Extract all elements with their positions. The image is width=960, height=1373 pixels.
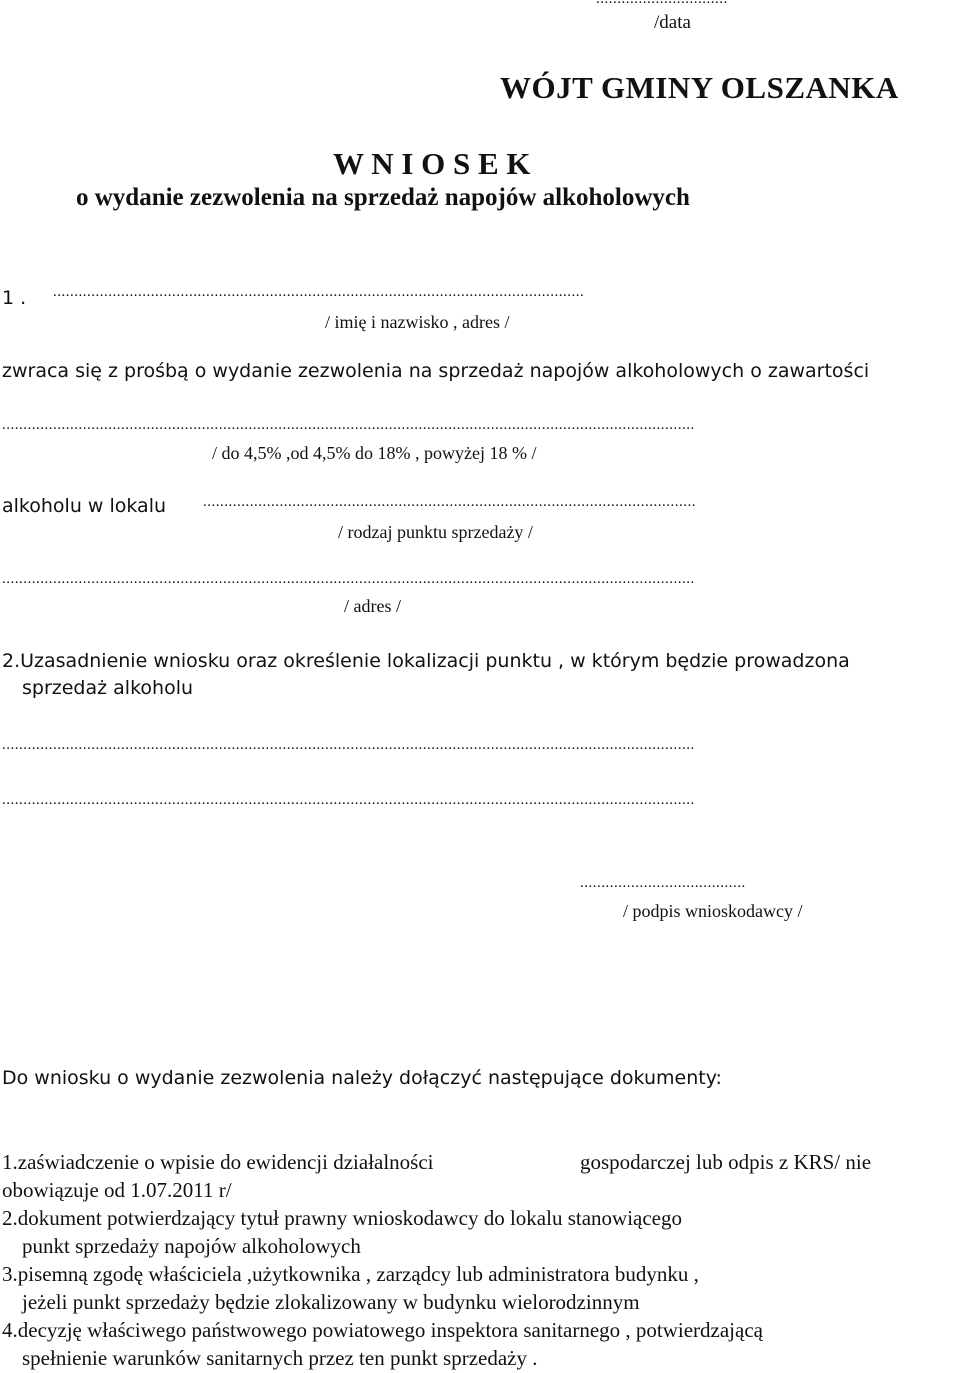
addressee: WÓJT GMINY OLSZANKA [500, 70, 899, 105]
name-address-field[interactable]: ............................................................................................................................. [53, 284, 585, 300]
attachment-item-4-line-2: spełnienie warunków sanitarnych przez ten punkt sprzedaży . [22, 1346, 538, 1370]
date-dots[interactable] [596, 0, 896, 8]
signature-caption: / podpis wnioskodawcy / [623, 901, 803, 921]
attachment-item-1-right: gospodarczej lub odpis z KRS/ nie [580, 1150, 872, 1174]
premises-label: alkoholu w lokalu [2, 495, 167, 517]
attachment-item-4-line-1: 4.decyzję właściwego państwowego powiatowego inspektora sanitarnego , potwierdzającą [2, 1318, 763, 1342]
attachment-item-2-line-2: punkt sprzedaży napojów alkoholowych [22, 1234, 361, 1258]
premises-type-caption: / rodzaj punktu sprzedaży / [338, 522, 533, 542]
address-field[interactable]: ................................................................................................................................................................... [2, 571, 695, 587]
request-text: zwraca się z prośbą o wydanie zezwolenia na sprzedaż napojów alkoholowych o zawartości [2, 360, 870, 382]
date-label: /data [654, 12, 691, 33]
justification-line-2: sprzedaż alkoholu [22, 677, 194, 699]
name-address-caption: / imię i nazwisko , adres / [325, 312, 510, 332]
attachments-heading: Do wniosku o wydanie zezwolenia należy dołączyć następujące dokumenty: [2, 1067, 722, 1089]
alcohol-content-field[interactable]: ................................................................................................................................................................... [2, 417, 695, 433]
premises-type-field[interactable]: .................................................................................................................... [203, 494, 696, 510]
document-title: W N I O S E K [333, 146, 531, 181]
attachment-item-1-line-2: obowiązuje od 1.07.2011 r/ [2, 1178, 232, 1202]
address-caption: / adres / [344, 596, 401, 616]
attachment-item-2-line-1: 2.dokument potwierdzający tytuł prawny wnioskodawcy do lokalu stanowiącego [2, 1206, 682, 1230]
document-subtitle: o wydanie zezwolenia na sprzedaż napojów alkoholowych [76, 184, 690, 211]
justification-field-2[interactable]: ................................................................................................................................................................... [2, 792, 695, 808]
attachment-item-3-line-1: 3.pisemną zgodę właściciela ,użytkownika , zarządcy lub administratora budynku , [2, 1262, 699, 1286]
attachment-item-3-line-2: jeżeli punkt sprzedaży będzie zlokalizowany w budynku wielorodzinnym [22, 1290, 640, 1314]
alcohol-content-caption: / do 4,5% ,od 4,5% do 18% , powyżej 18 % / [212, 443, 537, 463]
attachment-item-1-left: 1.zaświadczenie o wpisie do ewidencji działalności [2, 1150, 434, 1174]
justification-field-1[interactable]: ................................................................................................................................................................... [2, 737, 695, 753]
justification-line-1: 2.Uzasadnienie wniosku oraz określenie lokalizacji punktu , w którym będzie prowadzona [2, 650, 850, 672]
signature-field[interactable]: ....................................... [580, 875, 746, 891]
section1-number: 1 . [2, 287, 27, 309]
